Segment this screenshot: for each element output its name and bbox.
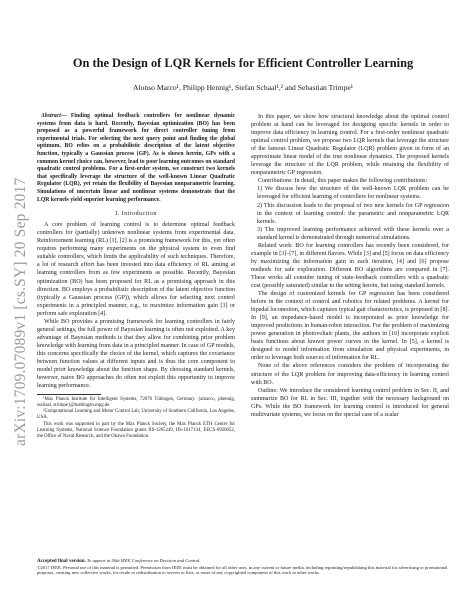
footnote-affiliation-1: ¹Max Planck Institute for Intelligent Systems, 72076 Tübingen, Germany. {amarco, phennig, sschaal, strimpe}@tuebingen.mpg.de	[37, 397, 235, 409]
contributions-list	[251, 185, 449, 241]
arxiv-stamp-text: arXiv:1709.07089v1 [cs.SY] 20 Sep 2017	[12, 177, 29, 446]
left-column	[37, 113, 235, 440]
author-list: Alonso Marco¹, Philipp Hennig¹, Stefan Schaal¹,² and Sebastian Trimpe¹	[133, 83, 353, 92]
arxiv-stamp	[6, 150, 32, 450]
publication-note	[37, 558, 449, 576]
abstract-text: — Finding optimal feedback controllers for nonlinear dynamic systems from data is hard. Recently, Bayesian optimization (BO) has been proposed as a powerful framework for direct controller tuning from experimental trials. For selecting the next query point and finding the global optimum, BO relies on a probabilistic description of the latent objective function, typically a Gaussian process (GP). As is shown herein, GPs with a common kernel choice can, however, lead to poor learning outcomes on standard quadratic control problems. For a first-order system, we construct two kernels that specifically leverage the structure of the well-known Linear Quadratic Regulator (LQR), yet retain the flexibility of Bayesian nonparametric learning. Simulations of uncertain linear and nonlinear systems demonstrate that the LQR kernels yield superior learning performance.	[37, 113, 235, 203]
contribution-item: 1) We discuss how the structure of the well-known LQR problem can be leveraged for efficient learning of controllers for nonlinear systems.	[257, 186, 449, 201]
venue-note: To appear in 56th IEEE Conference on Decision and Control.	[86, 558, 201, 563]
contribution-item: 3) The improved learning performance achieved with these kernels over a standard kernel is demonstrated through numerical simulations.	[257, 226, 449, 241]
footnote-rule	[37, 394, 101, 395]
section-heading-introduction: I. Introduction	[115, 211, 157, 218]
abstract	[37, 113, 235, 204]
footnote-funding: This work was supported in part by the Max Planck Society, the Max Planck ETH Center for Learning Systems, National Science Foundation grants IIS-1205249, IIS-1017134, EECS-0926052, the Office of Naval Research, and the Okawa Foundation.	[37, 421, 235, 439]
intro-paragraph-2: While BO provides a promising framework for learning controllers in fairly general settings, the full power of Bayesian learning is often not exploited. A key advantage of Bayesian methods is that they allow for combining prior problem knowledge with learning from data in a principled manner. In case of GP models, this concerns specifically the choice of the kernel, which captures the covariance between function values at different inputs and is thus the core component to model prior knowledge about the function shape. By choosing standard kernels, however, naive BO approaches do often not exploit this opportunity to improve learning performance.	[37, 318, 235, 390]
contributions-intro: Contributions: In detail, this paper makes the following contributions:	[258, 178, 428, 185]
related-work-paragraph: Related work: BO for learning controllers has recently been considered, for example in [3]–[7], in different flavors. While [3] and [5] focus on data efficiency by maximizing the information gain in each iteration, [4] and [6] propose methods for safe exploration. Different BO algorithms are compared in [7]. These works all consider tuning of state-feedback controllers with a quadratic cost (possibly saturated) similar to the setting herein, but using standard kernels.	[251, 242, 449, 289]
outline-paragraph: Outline: We introduce the considered learning control problem in Sec. II, and summarize BO for RL in Sec. III, together with the necessary background on GPs. While the BO framework for learning control is introduced for general multivariate systems, we focus on the special case of a scalar	[251, 387, 449, 418]
copyright-notice: ©2017 IEEE. Personal use of this material is permitted. Permission from IEEE must be obtained for all other uses, in any current or future media, including reprinting/republishing this material for advertising or promotional purposes, creating new collective works, for resale or redistribution to servers or lists, or reuse of any copyrighted component of this work in other works.	[37, 564, 448, 576]
related-work-summary: None of the above references considers the problem of incorporating the structure of the LQR problem for improving data-efficiency in learning control with BO.	[251, 363, 449, 386]
abstract-label: Abstract	[41, 113, 61, 119]
kernel-design-paragraph: The design of customized kernels for GP regression has been considered before in the context of control and robotics for related problems. A kernel for bipedal locomotion, which captures typical gait characteristics, is proposed in [8]. In [9], an impedance-based model is incorporated as prior knowledge for improved predictions in human-robot interaction. For the problem of maximizing power generation in photovoltaic plants, the authors in [10] incorporate explicit basis functions about known power curves in the kernel. In [5], a kernel is designed to model information from simulation and physical experiments, in order to leverage both sources of information for RL.	[251, 291, 449, 362]
paper-overview-paragraph: In this paper, we show how structural knowledge about the optimal control problem at hand can be leveraged for designing specific kernels in order to improve data efficiency in learning control. For a first-order nonlinear quadratic optimal control problem, we propose two LQR kernels that leverage the structure of the famous Linear Quadratic Regulator (LQR) problem given in form of an approximate linear model of the true nonlinear dynamics. The proposed kernels leverage the structure of the LQR problem, while retaining the flexibility of nonparametric GP regression.	[251, 114, 449, 177]
footnote-affiliation-2: ²Computational Learning and Motor Control Lab, University of Southern California, Los Angeles, USA.	[37, 409, 235, 421]
contribution-item: 2) This discussion leads to the proposal of two new kernels for GP regression in the context of learning control: the parametric and nonparametric LQR kernels.	[257, 202, 449, 225]
intro-paragraph-1: A core problem of learning control is to determine optimal feedback controllers for (partially) unknown nonlinear systems from experimental data. Reinforcement learning (RL) [1], [2] is a promising framework for this, yet often requires performing many experiments on the physical system to even find suitable controllers, which limits the applicability of such techniques. Therefore, a lot of research effort has been invested into data efficiency of RL aiming at learning controllers from as few experiments as possible. Recently, Bayesian optimization (BO) has been proposed for RL as a promising approach in this direction. BO employs a probabilistic description of the latent objective function (typically a Gaussian process (GP)), which allows for selecting next control experiments in a principled manner, e.g., to maximize information gain [3] or perform safe exploration [4].	[37, 222, 235, 317]
accepted-label: Accepted final version.	[37, 559, 86, 564]
paper-title: On the Design of LQR Kernels for Efficient Controller Learning	[72, 56, 414, 70]
right-column	[251, 113, 449, 419]
